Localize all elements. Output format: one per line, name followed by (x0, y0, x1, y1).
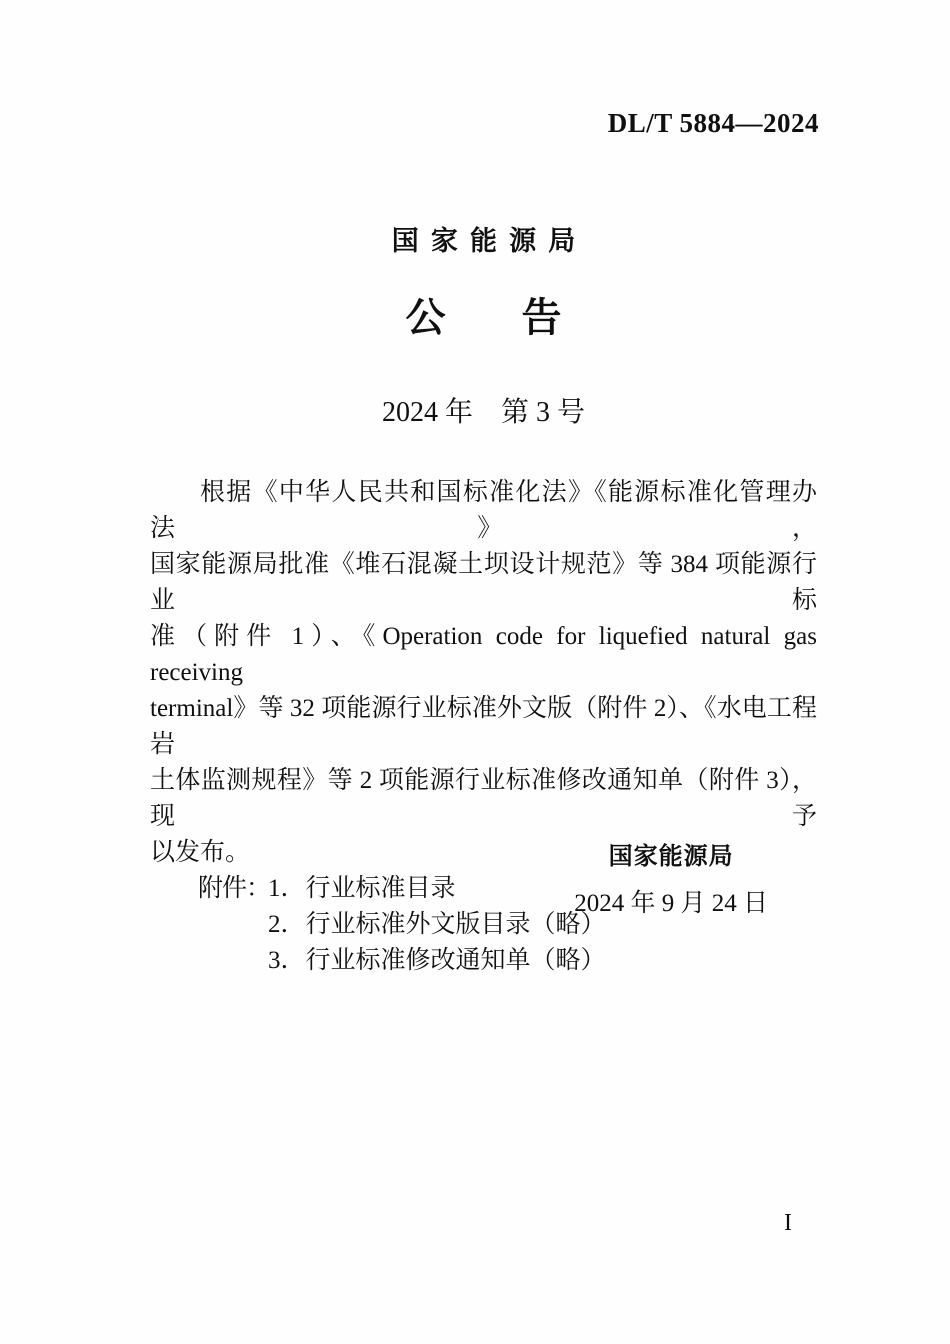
attachment-item: 1．行业标准目录 (268, 875, 456, 902)
paragraph-line: 国家能源局批准《堆石混凝土坝设计规范》等 384 项能源行业标 (150, 551, 817, 614)
signature-date: 2024 年 9 月 24 日 (574, 890, 768, 917)
signature-block (574, 836, 768, 919)
agency-title-text: 国家能源局 (391, 226, 588, 256)
paragraph-line: terminal》等 32 项能源行业标准外文版（附件 2）、《水电工程岩 (150, 695, 817, 758)
issue-number-line: 2024 年 第 3 号 (381, 397, 585, 428)
standard-number: DL/T 5884—2024 (607, 108, 819, 138)
attachment-item: 2．行业标准外文版目录（略） (268, 911, 606, 938)
signature-agency: 国家能源局 (608, 843, 734, 870)
announcement-title (150, 286, 817, 343)
attachment-row (150, 943, 817, 979)
attachment-item: 3．行业标准修改通知单（略） (268, 947, 606, 974)
paragraph-line: 准（附件 1）、《Operation code for liquefied natural gas receiving (150, 623, 817, 686)
page-number: I (784, 1210, 792, 1236)
announcement-title-text: 公告 (405, 296, 638, 340)
paragraph-line: 土体监测规程》等 2 项能源行业标准修改通知单（附件 3），现予 (150, 767, 817, 830)
paragraph-line: 根据《中华人民共和国标准化法》《能源标准化管理办法》， (150, 479, 817, 542)
attachments-label: 附件： (198, 875, 271, 902)
agency-title (150, 219, 817, 258)
paragraph-line: 以发布。 (150, 839, 251, 866)
